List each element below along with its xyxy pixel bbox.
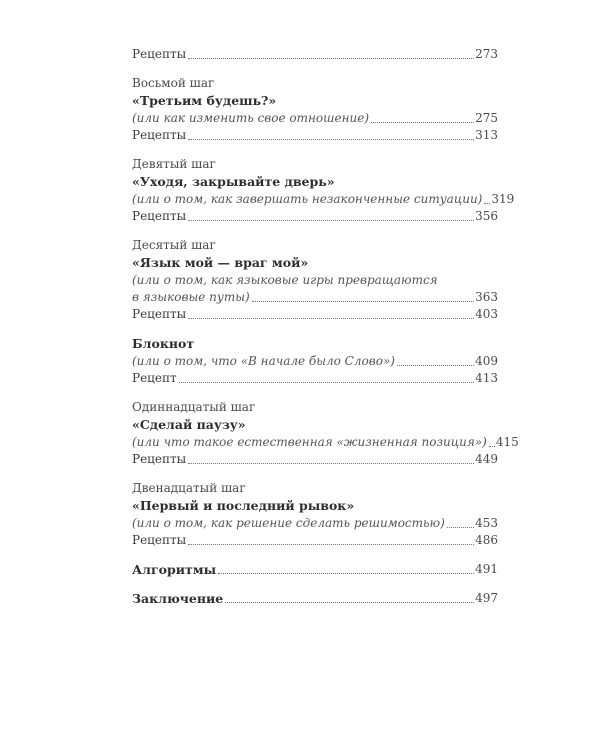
toc-entry[interactable] xyxy=(132,46,498,63)
toc-top-recipes xyxy=(132,46,498,63)
dot-leader xyxy=(188,462,474,464)
entry-subtitle: (или о том, как решение сделать решимостью) xyxy=(132,516,445,530)
page-number: 273 xyxy=(475,47,498,61)
dot-leader xyxy=(397,364,474,366)
page-number: 486 xyxy=(475,533,498,547)
step-label: Десятый шаг xyxy=(132,238,216,252)
entry-text: Алгоритмы xyxy=(132,562,217,577)
entry-subtitle: (или что такое естественная «жизненная позиция») xyxy=(132,435,487,449)
toc-entry[interactable] xyxy=(132,306,498,323)
page-number: 497 xyxy=(475,591,498,605)
page-number: 415 xyxy=(495,435,519,449)
dot-leader xyxy=(484,202,490,204)
dot-leader xyxy=(252,300,474,302)
dot-leader xyxy=(188,138,474,140)
entry-subtitle: (или о том, как завершать незаконченные ситуации) xyxy=(132,192,483,206)
toc-entry[interactable] xyxy=(132,561,498,578)
toc-step-9 xyxy=(132,156,515,225)
toc-step-12 xyxy=(132,480,498,549)
step-label: Одиннадцатый шаг xyxy=(132,400,256,414)
entry-text: Рецепты xyxy=(132,307,187,321)
dot-leader xyxy=(188,543,474,545)
dot-leader xyxy=(188,317,474,319)
section-title[interactable]: Блокнот xyxy=(132,336,195,351)
page-number: 491 xyxy=(475,562,498,576)
dot-leader xyxy=(179,381,474,383)
page-number: 356 xyxy=(475,209,498,223)
entry-text: Рецепты xyxy=(132,128,187,142)
dot-leader xyxy=(489,445,495,447)
entry-subtitle: в языковые путы) xyxy=(132,290,250,304)
toc-step-10 xyxy=(132,237,498,323)
toc-entry[interactable] xyxy=(132,370,498,387)
page-number: 409 xyxy=(475,354,498,368)
step-label: Восьмой шаг xyxy=(132,76,215,90)
dot-leader xyxy=(218,572,474,574)
step-title[interactable]: «Третьим будешь?» xyxy=(132,93,277,108)
entry-subtitle-line: (или о том, как языковые игры превращаются xyxy=(132,273,438,287)
table-of-contents xyxy=(132,46,519,619)
toc-entry[interactable] xyxy=(132,515,498,532)
toc-entry[interactable] xyxy=(132,451,498,468)
entry-text: Рецепты xyxy=(132,452,187,466)
toc-entry[interactable] xyxy=(132,532,498,549)
toc-entry[interactable] xyxy=(132,353,498,370)
dot-leader xyxy=(188,57,474,59)
toc-step-8 xyxy=(132,75,498,144)
entry-text: Рецепты xyxy=(132,47,187,61)
entry-subtitle: (или о том, что «В начале было Слово») xyxy=(132,354,395,368)
toc-entry[interactable] xyxy=(132,434,519,451)
step-title[interactable]: «Первый и последний рывок» xyxy=(132,498,355,513)
step-label: Двенадцатый шаг xyxy=(132,481,246,495)
entry-subtitle: (или как изменить свое отношение) xyxy=(132,111,370,125)
page-number: 449 xyxy=(475,452,498,466)
step-title[interactable]: «Сделай паузу» xyxy=(132,417,246,432)
toc-entry[interactable] xyxy=(132,191,515,208)
toc-notebook xyxy=(132,335,498,387)
toc-entry[interactable] xyxy=(132,127,498,144)
dot-leader xyxy=(371,121,474,123)
toc-entry[interactable] xyxy=(132,208,498,225)
toc-conclusion xyxy=(132,590,498,607)
page-number: 319 xyxy=(491,192,515,206)
page-number: 275 xyxy=(475,111,498,125)
toc-entry[interactable] xyxy=(132,110,498,127)
entry-text: Рецепты xyxy=(132,533,187,547)
page-number: 363 xyxy=(475,290,498,304)
dot-leader xyxy=(225,601,474,603)
entry-text: Заключение xyxy=(132,591,224,606)
step-title[interactable]: «Уходя, закрывайте дверь» xyxy=(132,174,335,189)
page-number: 453 xyxy=(475,516,498,530)
toc-step-11 xyxy=(132,399,519,468)
toc-entry[interactable] xyxy=(132,590,498,607)
toc-entry[interactable] xyxy=(132,289,498,306)
dot-leader xyxy=(188,219,474,221)
page-number: 413 xyxy=(475,371,498,385)
entry-text: Рецепты xyxy=(132,209,187,223)
dot-leader xyxy=(447,526,474,528)
step-title[interactable]: «Язык мой — враг мой» xyxy=(132,255,309,270)
page-number: 313 xyxy=(475,128,498,142)
entry-text: Рецепт xyxy=(132,371,177,385)
page-number: 403 xyxy=(475,307,498,321)
step-label: Девятый шаг xyxy=(132,157,216,171)
toc-algorithms xyxy=(132,561,498,578)
